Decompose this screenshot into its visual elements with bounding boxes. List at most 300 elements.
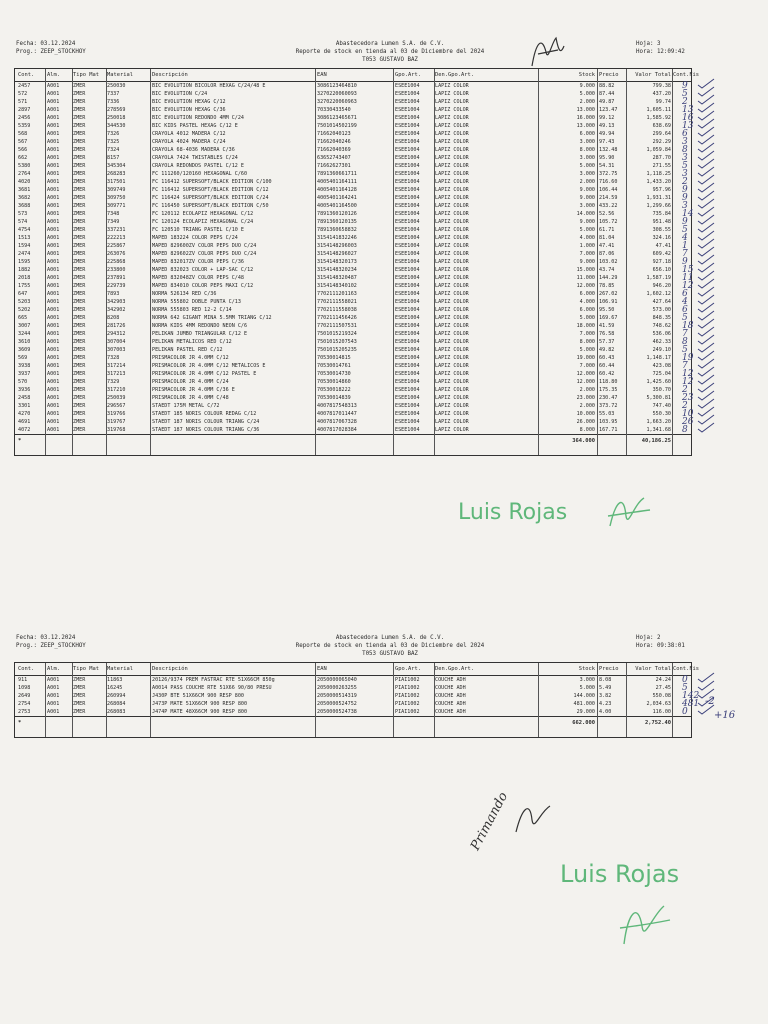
table-cell: A001 [47,131,60,137]
handwritten-count: 5 [682,161,688,171]
table-cell: 87.44 [599,91,615,97]
handwritten-count: 13 [682,105,694,115]
table-cell: 5.000 [579,163,595,169]
table-cell: 5.000 [579,227,595,233]
handwritten-count: 1 [682,241,688,251]
table-cell: CRAYOLA 7424 TWISTABLES C/24 [152,155,238,161]
side-note-plus: +16 [714,710,736,721]
table-cell: 6.000 [579,291,595,297]
checkmark-icon [698,207,714,216]
table-cell: 268283 [107,171,126,177]
checkmark-icon [698,79,714,88]
table-cell: 5.000 [579,347,595,353]
table-cell: 7702111456426 [317,315,357,321]
table-cell: ZMER [73,251,86,257]
table-cell: ZMER [73,693,86,699]
table-cell: 4005401164241 [317,195,357,201]
column-header: Precio [599,72,619,78]
table-cell: 4270 [18,411,31,417]
table-cell: 24.24 [655,677,671,683]
table-cell: 123.47 [599,107,618,113]
table-cell: 2754 [18,701,31,707]
table-cell: 7891360120135 [317,219,357,225]
table-cell: 372.75 [599,171,618,177]
table-cell: 61.71 [599,227,615,233]
program-label: Prog.: ZEEP_STOCKHOY [16,49,86,55]
table-cell: A001 [47,147,60,153]
table-cell: 319766 [107,411,126,417]
handwritten-count: 142 [682,691,700,701]
checkmark-icon [698,303,714,312]
report-time: Hora: 09:38:01 [636,643,685,649]
table-cell: ZMER [73,131,86,137]
table-cell: 18.000 [576,323,595,329]
checkmark-icon [698,359,714,368]
table-cell: A001 [47,323,60,329]
checkmark-icon [698,175,714,184]
sheet-number: Hoja: 3 [636,41,661,47]
table-cell: 97.43 [599,139,615,145]
checkmark-icon [698,111,714,120]
table-cell: 47.41 [655,243,671,249]
table-cell: FC 116424 SUPERSOFT/BLACK EDITION C/24 [152,195,269,201]
table-cell: LAPIZ COLOR [435,227,469,233]
table-cell: 647 [18,291,28,297]
table-cell: 3086123465671 [317,115,357,121]
handwritten-count: 2 [682,385,688,395]
handwritten-count: 10 [682,409,694,419]
table-cell: BIC EVOLUTION BICOLOR HEXAG C/24/48 E [152,83,266,89]
table-cell: ZMER [73,315,86,321]
checkmark-icon [698,191,714,200]
handwritten-count: 23 [682,393,694,403]
table-cell: LAPIZ COLOR [435,315,469,321]
column-header: Valor Total [635,666,671,672]
table-cell: LAPIZ COLOR [435,267,469,273]
checkmark-icon [698,415,714,424]
table-cell: STAEDT 185 NORIS COLOUR REDAG C/12 [152,411,257,417]
table-cell: ESEE1004 [395,355,420,361]
table-cell: LAPIZ COLOR [435,163,469,169]
table-cell: LAPIZ COLOR [435,251,469,257]
handwritten-count: 8 [682,145,688,155]
table-cell: 4005401164128 [317,187,357,193]
table-cell: 7501014502199 [317,123,357,129]
table-cell: 13.000 [576,123,595,129]
table-cell: 9.000 [579,219,595,225]
table-cell: 747.40 [652,403,671,409]
table-cell: ZMER [73,299,86,305]
handwritten-count: 0 [682,707,688,717]
table-cell: A001 [47,339,60,345]
table-cell: FC 120510 TRIANG PASTEL C/10 E [152,227,245,233]
table-cell: 1755 [18,283,31,289]
date-label: Fecha: 03.12.2024 [16,635,76,641]
table-cell: 70530014860 [317,379,351,385]
handwritten-count: 15 [682,265,694,275]
table-cell: ESEE1004 [395,235,420,241]
table-cell: 214.59 [599,195,618,201]
table-cell: LAPIZ COLOR [435,203,469,209]
total-value: 40,186.25 [641,438,671,444]
table-cell: LAPIZ COLOR [435,139,469,145]
table-cell: ZMER [73,83,86,89]
table-cell: LAPIZ COLOR [435,115,469,121]
handwritten-count: 3 [682,169,688,179]
table-cell: 1,587.19 [646,275,671,281]
table-cell: 263076 [107,251,126,257]
table-cell: 57.37 [599,339,615,345]
checkmark-icon [698,247,714,256]
table-cell: ESEE1004 [395,99,420,105]
table-cell: 3154148340102 [317,283,357,289]
handwritten-count: 19 [682,353,694,363]
handwritten-count: 2 [682,401,688,411]
table-cell: 70530018222 [317,387,351,393]
table-cell: ZMER [73,395,86,401]
table-cell: A001 [47,709,60,715]
table-cell: ZMER [73,331,86,337]
checkmark-icon [698,199,714,208]
report-time: Hora: 12:09:42 [636,49,685,55]
table-cell: LAPIZ COLOR [435,99,469,105]
table-cell: ZMER [73,99,86,105]
table-cell: ESEE1004 [395,379,420,385]
table-cell: ZMER [73,291,86,297]
table-cell: 225868 [107,259,126,265]
table-cell: ZMER [73,123,86,129]
checkmark-icon [698,407,714,416]
table-cell: 1513 [18,235,31,241]
table-cell: LAPIZ COLOR [435,371,469,377]
table-cell: 81.04 [599,235,615,241]
handwritten-count: 12 [682,369,694,379]
table-cell: 7891360661711 [317,171,357,177]
initials-scribble-icon [528,32,568,72]
table-cell: 118.80 [599,379,618,385]
table-cell: LAPIZ COLOR [435,323,469,329]
table-cell: A001 [47,347,60,353]
table-cell: 116.00 [652,709,671,715]
table-cell: 23.000 [576,395,595,401]
table-cell: 16245 [107,685,123,691]
table-cell: LAPIZ COLOR [435,403,469,409]
table-cell: 13.000 [576,107,595,113]
table-cell: 1098 [18,685,31,691]
table-cell: 60.44 [599,363,615,369]
handwritten-count: 2 [682,177,688,187]
table-cell: STAEDT 187 NORIS COLOUR TRIANG C/36 [152,427,260,433]
checkmark-icon [698,143,714,152]
table-cell: 1,663.20 [646,419,671,425]
handwritten-count: 9 [682,217,688,227]
table-cell: 49.82 [599,347,615,353]
table-cell: A001 [47,411,60,417]
table-cell: 237891 [107,275,126,281]
table-cell: 49.94 [599,131,615,137]
table-cell: ESEE1004 [395,123,420,129]
table-cell: CRAYOLA 4024 MADERA C/24 [152,139,226,145]
table-cell: 3.000 [579,203,595,209]
table-cell: 2050000524752 [317,701,357,707]
table-cell: 19.000 [576,355,595,361]
table-cell: 1,299.66 [646,203,671,209]
table-cell: A001 [47,677,60,683]
diagonal-handwritten-note: Primando [468,789,512,854]
table-cell: 3154141832246 [317,235,357,241]
handwritten-count: 5 [682,89,688,99]
table-cell: 20126/9374 PREM FASTRAC RTE 51X66CM 850g [152,677,275,683]
report-title: Reporte de stock en tienda al 03 de Diciembre del 2024 [295,643,485,649]
table-cell: 7324 [107,147,120,153]
table-cell: A001 [47,123,60,129]
table-cell: ESEE1004 [395,307,420,313]
table-cell: FC 116412 SUPERSOFT/BLACK EDITION C/12 [152,187,269,193]
column-header: EAN [317,666,327,672]
table-cell: PRISMACOLOR JR 4.0MM C/12 METALICOS E [152,363,266,369]
table-cell: A001 [47,139,60,145]
table-cell: 12.000 [576,371,595,377]
table-cell: A001 [47,693,60,699]
table-cell: LAPIZ COLOR [435,299,469,305]
table-cell: A001 [47,371,60,377]
table-cell: 95.90 [599,155,615,161]
date-label: Fecha: 03.12.2024 [16,41,76,47]
table-cell: 927.18 [652,259,671,265]
table-cell: ZMER [73,427,86,433]
table-cell: ZMER [73,709,86,715]
table-cell: A001 [47,155,60,161]
handwritten-count: 6 [682,289,688,299]
handwritten-count: 13 [682,121,694,131]
table-cell: 7337 [107,91,120,97]
table-cell: 12.000 [576,379,595,385]
table-cell: PRISMACOLOR JR 4.0MM C/12 PASTEL E [152,371,257,377]
table-cell: ESEE1004 [395,243,420,249]
table-cell: LAPIZ COLOR [435,107,469,113]
table-cell: 609.42 [652,251,671,257]
table-cell: 342902 [107,307,126,313]
handwritten-count: 481 [682,699,700,709]
table-cell: 250018 [107,115,126,121]
table-cell: ZMER [73,267,86,273]
table-cell: MAPED 832017ZV COLOR PEPS C/36 [152,259,245,265]
table-cell: A001 [47,275,60,281]
table-cell: STAEDT 175M METAL C/72 [152,403,220,409]
table-cell: ZMER [73,411,86,417]
table-cell: 5.000 [579,315,595,321]
table-cell: ESEE1004 [395,419,420,425]
table-cell: 574 [18,219,28,225]
checkmark-icon [698,327,714,336]
table-cell: LAPIZ COLOR [435,187,469,193]
table-cell: PRISMACOLOR JR 4.0MM C/36 E [152,387,235,393]
table-cell: 144.000 [573,693,595,699]
table-cell: LAPIZ COLOR [435,211,469,217]
table-cell: 14.000 [576,211,595,217]
table-cell: 735.84 [652,211,671,217]
column-header: Precio [599,666,619,672]
table-cell: 3154148296027 [317,251,357,257]
table-cell: 3154148320487 [317,275,357,281]
table-cell: 573.00 [652,307,671,313]
checkmark-icon [698,335,714,344]
table-cell: 662 [18,155,28,161]
table-cell: 5.000 [579,685,595,691]
column-header: Den.Gpo.Art. [435,72,474,78]
table-cell: 4007817011447 [317,411,357,417]
table-cell: 87.06 [599,251,615,257]
side-note-minus: -2 [705,696,715,707]
table-cell: 106.91 [599,299,618,305]
table-cell: ESEE1004 [395,259,420,265]
table-cell: 78.85 [599,283,615,289]
handwritten-count: 2 [682,97,688,107]
table-cell: A001 [47,419,60,425]
checkmark-icon [698,681,714,690]
table-cell: LAPIZ COLOR [435,155,469,161]
table-cell: 11863 [107,677,123,683]
table-cell: FC 111260/120160 HEXAGONAL C/60 [152,171,248,177]
table-cell: 319768 [107,427,126,433]
table-cell: 12.000 [576,283,595,289]
table-cell: 308.55 [652,227,671,233]
table-cell: ZMER [73,187,86,193]
table-cell: CRAYOLA 4012 MADERA C/12 [152,131,226,137]
table-cell: 344530 [107,123,126,129]
table-cell: 9.000 [579,259,595,265]
table-cell: 6.000 [579,307,595,313]
column-header: Cont. [18,666,35,672]
table-cell: ZMER [73,339,86,345]
table-cell: 7336 [107,99,120,105]
handwritten-count: 3 [682,153,688,163]
column-header: Alm. [47,666,60,672]
table-cell: 95.50 [599,307,615,313]
checkmark-icon [698,239,714,248]
table-cell: 2474 [18,251,31,257]
table-cell: BIC EVOLUTION HEXAG C/36 [152,107,226,113]
company-name: Abastecedora Lumen S.A. de C.V. [335,41,445,47]
checkmark-icon [698,87,714,96]
table-cell: 4020 [18,179,31,185]
table-cell: A0014 PASS COUCHE RTE 51X66 90/80 PRESU [152,685,272,691]
total-value: 2,752.40 [645,720,671,726]
table-cell: ZMER [73,163,86,169]
checkmark-icon [698,135,714,144]
column-header: EAN [317,72,327,78]
table-cell: 47.41 [599,243,615,249]
table-cell: 3270220060093 [317,91,357,97]
checkmark-icon [698,263,714,272]
table-cell: 3086123464810 [317,83,357,89]
table-cell: 911 [18,677,28,683]
table-cell: 3007 [18,323,31,329]
table-cell: 568 [18,131,28,137]
table-cell: 250030 [107,83,126,89]
table-cell: A001 [47,355,60,361]
column-header: Tipo Mat [73,666,99,672]
table-cell: 43.74 [599,267,615,273]
report-title: Reporte de stock en tienda al 03 de Diciembre del 2024 [295,49,485,55]
table-cell: 433.22 [599,203,618,209]
table-cell: COUCHE ADH [435,701,466,707]
table-cell: ESEE1004 [395,219,420,225]
table-cell: LAPIZ COLOR [435,147,469,153]
table-cell: 7.000 [579,363,595,369]
checkmark-icon [698,375,714,384]
table-cell: FC 116412 SUPERSOFT/BLACK EDITION C/100 [152,179,272,185]
table-cell: 9.000 [579,187,595,193]
table-cell: LAPIZ COLOR [435,275,469,281]
column-header: Material [107,72,133,78]
table-cell: ESEE1004 [395,171,420,177]
checkmark-icon [698,167,714,176]
table-cell: ESEE1004 [395,331,420,337]
handwritten-count: 9 [682,81,688,91]
table-cell: LAPIZ COLOR [435,259,469,265]
handwritten-count: 5 [682,225,688,235]
table-cell: 3154148320173 [317,259,357,265]
table-cell: ESEE1004 [395,411,420,417]
table-cell: 569 [18,355,28,361]
table-cell: ZMER [73,203,86,209]
table-cell: A001 [47,395,60,401]
table-cell: 8208 [107,315,120,321]
table-cell: LAPIZ COLOR [435,243,469,249]
table-cell: 294312 [107,331,126,337]
table-cell: ESEE1004 [395,155,420,161]
checkmark-icon [698,159,714,168]
table-cell: 1,931.31 [646,195,671,201]
table-cell: 29.000 [576,709,595,715]
signature-name: Luis Rojas [560,860,680,888]
table-cell: 2050000524738 [317,709,357,715]
table-cell: ZMER [73,107,86,113]
table-cell: A001 [47,427,60,433]
table-cell: PELIKAN PASTEL RED C/12 [152,347,223,353]
table-cell: A001 [47,331,60,337]
table-cell: LAPIZ COLOR [435,347,469,353]
handwritten-count: 12 [682,281,694,291]
column-header: Cont.Fis [673,666,699,672]
table-cell: ZMER [73,371,86,377]
table-cell: ZMER [73,307,86,313]
table-cell: ESEE1004 [395,283,420,289]
table-cell: A001 [47,685,60,691]
table-cell: LAPIZ COLOR [435,355,469,361]
table-cell: MAPED 829602ZV COLOR PEPS DUO C/24 [152,251,257,257]
table-cell: ESEE1004 [395,187,420,193]
table-cell: 7893 [107,291,120,297]
table-cell: 3154148320234 [317,267,357,273]
table-cell: 317214 [107,363,126,369]
table-cell: ZMER [73,387,86,393]
table-cell: 309771 [107,203,126,209]
table-cell: 3301 [18,403,31,409]
table-cell: 427.64 [652,299,671,305]
table-cell: ZMER [73,275,86,281]
checkmark-icon [698,287,714,296]
table-cell: ZMER [73,677,86,683]
table-cell: 169.67 [599,315,618,321]
table-cell: LAPIZ COLOR [435,395,469,401]
table-cell: 8.000 [579,147,595,153]
program-label: Prog.: ZEEP_STOCKHOY [16,643,86,649]
table-cell: 63652743407 [317,155,351,161]
table-cell: NORMA 555802 DOBLE PUNTA C/13 [152,299,241,305]
table-cell: ZMER [73,347,86,353]
